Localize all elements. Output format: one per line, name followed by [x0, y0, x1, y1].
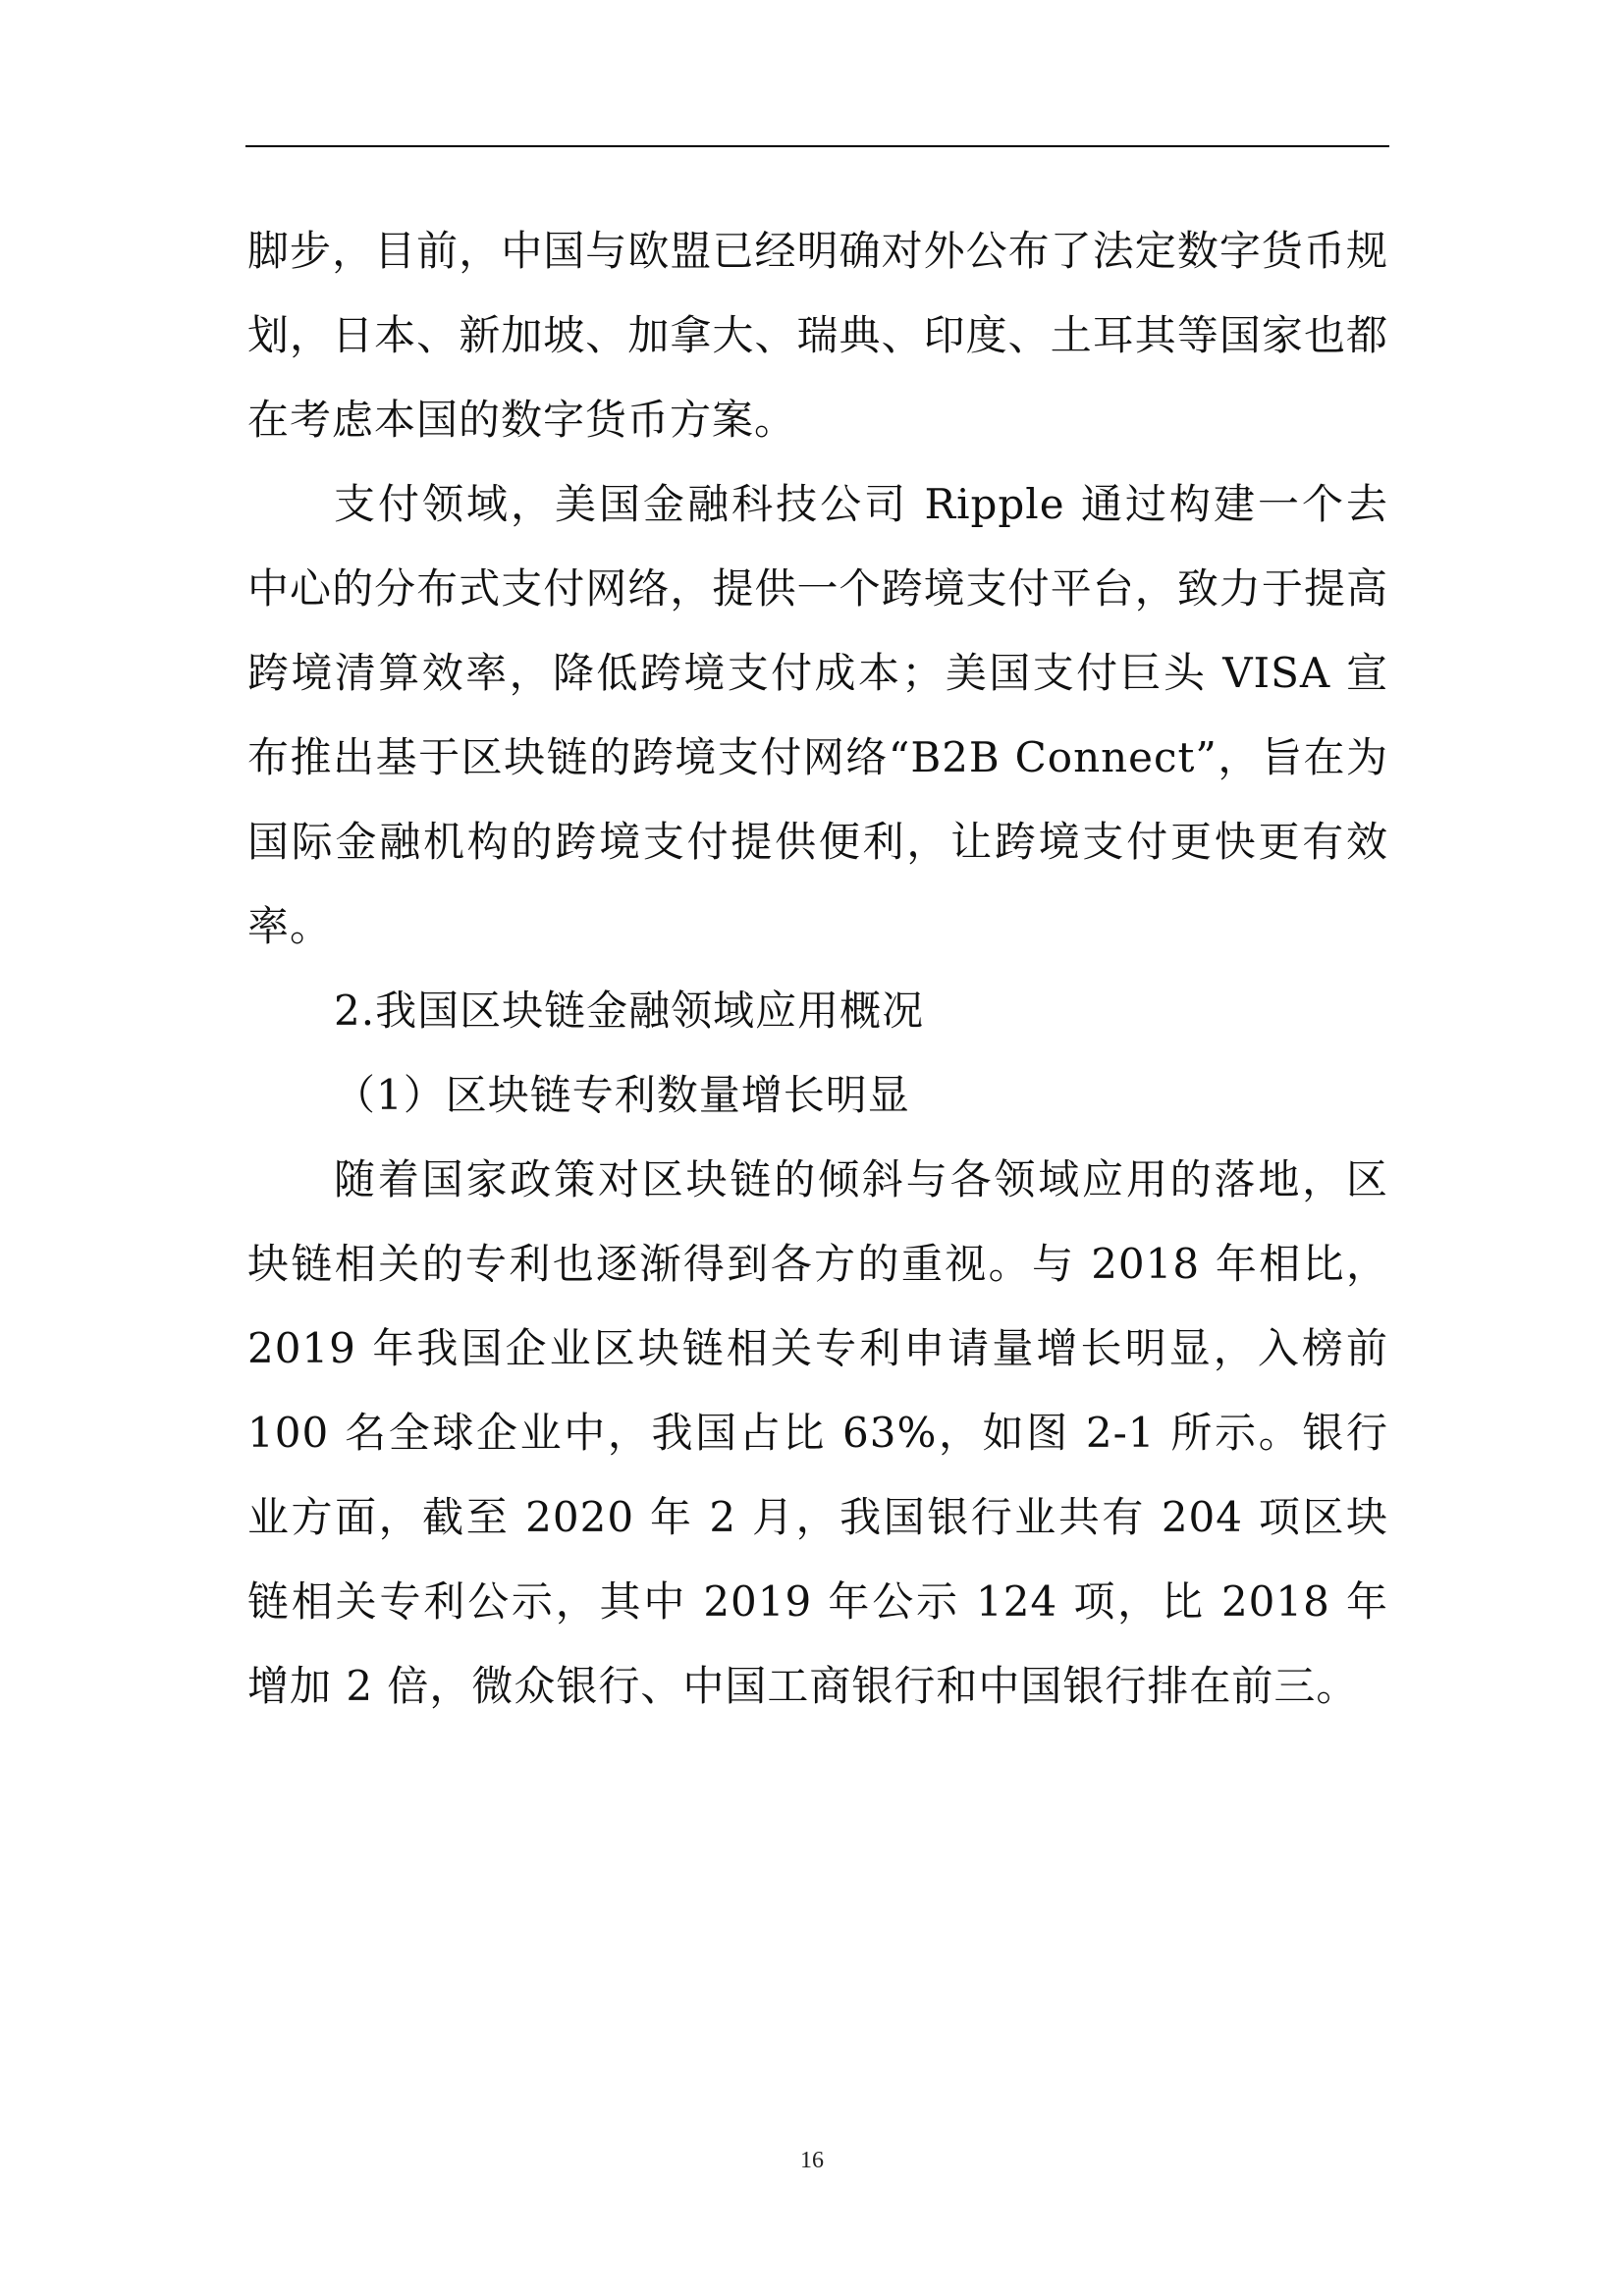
document-body — [247, 209, 1388, 1729]
paragraph-digital-currency: 脚步，目前，中国与欧盟已经明确对外公布了法定数字货币规划，日本、新加坡、加拿大、瑞典、印度、土耳其等国家也都在考虑本国的数字货币方案。 — [247, 227, 1388, 444]
section-heading: 2.我国区块链金融领域应用概况 — [334, 987, 925, 1035]
header-rule — [245, 145, 1389, 147]
paragraph-payments: 支付领域，美国金融科技公司 Ripple 通过构建一个去中心的分布式支付网络，提供一个跨境支付平台，致力于提高跨境清算效率，降低跨境支付成本；美国支付巨头 VISA 宣布推出基于区块链的跨境支付网络“B2B Connect”，旨在为国际金融机构的跨境支付提供便利，让跨境支付更快更有效率。 — [247, 480, 1388, 950]
page-number: 16 — [800, 2148, 824, 2173]
subsection-heading: （1）区块链专利数量增长明显 — [334, 1071, 910, 1119]
paragraph-patents: 随着国家政策对区块链的倾斜与各领域应用的落地，区块链相关的专利也逐渐得到各方的重视。与 2018 年相比，2019 年我国企业区块链相关专利申请量增长明显，入榜前 100 名全球企业中，我国占比 63%，如图 2-1 所示。银行业方面，截至 2020 年 2 月，我国银行业共有 204 项区块链相关专利公示，其中 2019 年公示 124 项，比 2018 年增加 2 倍，微众银行、中国工商银行和中国银行排在前三。 — [247, 1155, 1388, 1710]
